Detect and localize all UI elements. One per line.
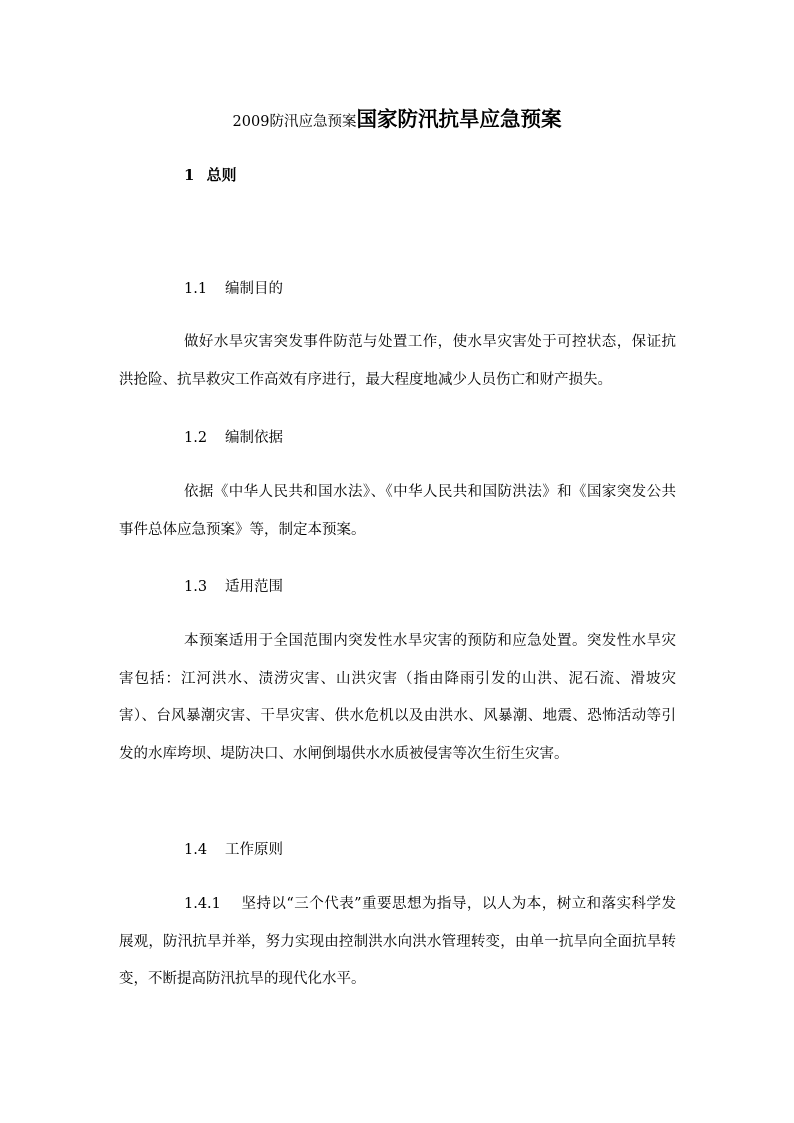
section-1-1-paragraph: 做好水旱灾害突发事件防范与处置工作，使水旱灾害处于可控状态，保证抗洪抢险、抗旱救灾工作高效有序进行，最大程度地减少人员伤亡和财产损失。 [119, 334, 676, 388]
section-1-4-1-paragraph [119, 886, 676, 999]
section-1-2-number: 1.2 [184, 430, 208, 446]
section-1-number: 1 [184, 166, 195, 184]
title-prefix: 2009防汛应急预案 [232, 114, 357, 130]
section-1-2-heading [184, 426, 283, 450]
section-1-4-1-text: 坚持以“三个代表”重要思想为指导，以人为本，树立和落实科学发展观，防汛抗旱并举，努力实现由控制洪水向洪水管理转变，由单一抗旱向全面抗旱转变，不断提高防汛抗旱的现代化水平。 [119, 896, 676, 987]
section-1-title: 总则 [206, 166, 237, 184]
section-1-heading [184, 163, 236, 187]
document-title [0, 103, 794, 138]
section-1-4-number: 1.4 [184, 842, 208, 858]
section-1-3-title: 适用范围 [225, 579, 283, 595]
section-1-2-title: 编制依据 [225, 430, 283, 446]
section-1-2-paragraph: 依据《中华人民共和国水法》、《中华人民共和国防洪法》和《国家突发公共事件总体应急预案》等，制定本预案。 [119, 484, 676, 538]
section-1-3-heading [184, 575, 283, 599]
section-1-4-title: 工作原则 [225, 842, 283, 858]
section-1-3-number: 1.3 [184, 579, 208, 595]
title-main: 国家防汛抗旱应急预案 [356, 107, 562, 131]
section-1-1-number: 1.1 [184, 281, 208, 297]
section-1-1-title: 编制目的 [225, 281, 283, 297]
section-1-3-paragraph: 本预案适用于全国范围内突发性水旱灾害的预防和应急处置。突发性水旱灾害包括：江河洪水、渍涝灾害、山洪灾害（指由降雨引发的山洪、泥石流、滑坡灾害）、台风暴潮灾害、干旱灾害、供水危机以及由洪水、风暴潮、地震、恐怖活动等引发的水库垮坝、堤防决口、水闸倒塌供水水质被侵害等次生衍生灾害。 [119, 633, 676, 762]
section-1-4-heading [184, 838, 283, 862]
section-1-1-heading [184, 277, 283, 301]
section-1-4-1-number: 1.4.1 [184, 896, 221, 912]
